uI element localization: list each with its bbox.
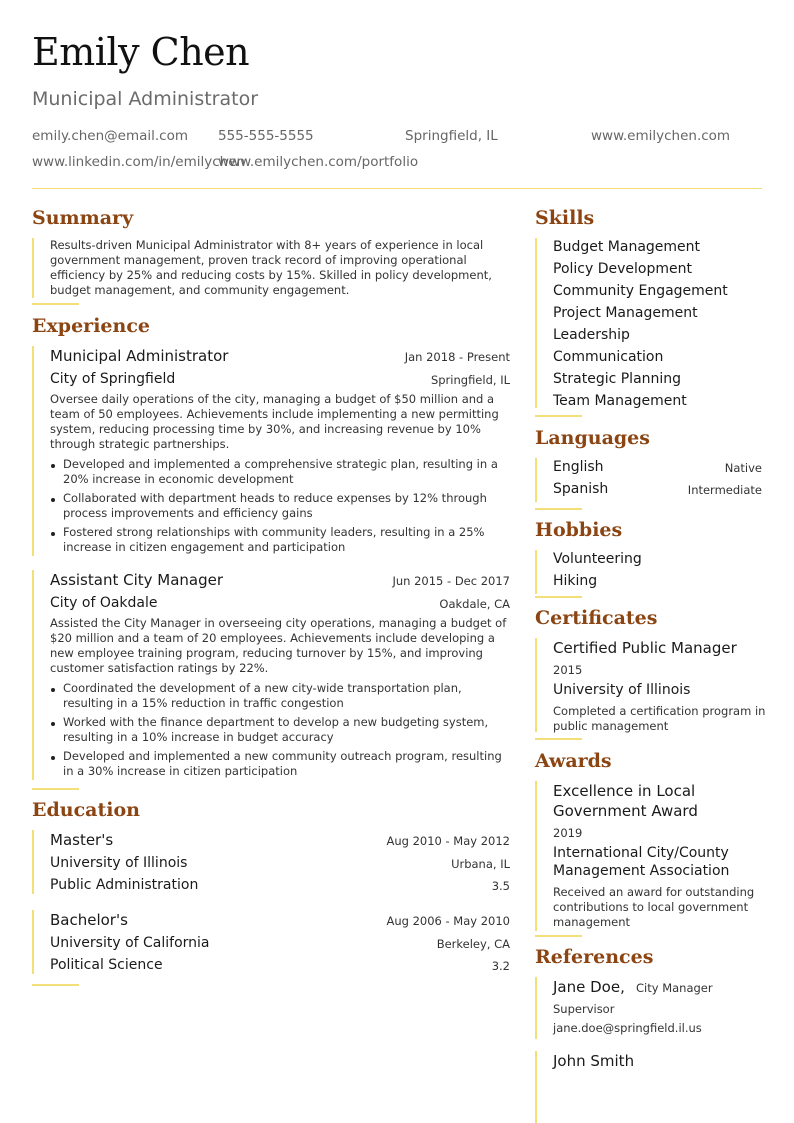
summary-accent-bar: [32, 238, 34, 298]
languages-divider: [535, 508, 582, 510]
award-issuer: International City/County Management Association: [553, 845, 730, 879]
job1-location: Springfield, IL: [430, 373, 510, 387]
job1-bullet-3: Fostered strong relationships with community leaders, resulting in a 25% increase in citizen engagement and participation: [63, 525, 485, 554]
edu1-location: Urbana, IL: [451, 857, 510, 871]
certificate-description: Completed a certification program in public management: [553, 704, 766, 733]
job2-description: Assisted the City Manager in overseeing city operations, managing a budget of $20 million and a team of 20 employees. Achievements include developing a new employee training program, reducing turnover by 15%, and improving customer satisfaction ratings by 22%.: [50, 616, 507, 675]
reference1-relation: Supervisor: [553, 1002, 615, 1016]
language-name: Spanish: [553, 481, 609, 497]
job2-accent-bar: [32, 570, 34, 780]
edu1-field: Public Administration: [50, 877, 199, 893]
summary-divider: [32, 303, 79, 305]
bullet-icon: [51, 532, 55, 536]
job2-role: Assistant City Manager: [50, 571, 224, 589]
education-divider: [32, 984, 79, 986]
edu1-accent-bar: [32, 830, 34, 894]
awards-heading: Awards: [535, 750, 612, 772]
experience-heading: Experience: [32, 315, 150, 337]
languages-accent-bar: [535, 458, 537, 502]
job2-dates: Jun 2015 - Dec 2017: [392, 574, 510, 588]
header-divider: [32, 188, 762, 189]
edu2-degree: Bachelor's: [50, 911, 128, 929]
job2-bullet-3: Developed and implemented a new community outreach program, resulting in a 30% increase in citizen participation: [63, 749, 502, 778]
edu1-dates: Aug 2010 - May 2012: [386, 834, 510, 848]
candidate-title: Municipal Administrator: [32, 88, 259, 110]
contact-phone[interactable]: 555-555-5555: [218, 128, 314, 144]
skills-divider: [535, 415, 582, 417]
skill-item: Leadership: [553, 327, 630, 343]
skill-item: Communication: [553, 349, 664, 365]
reference1-email[interactable]: jane.doe@springfield.il.us: [553, 1021, 702, 1035]
hobbies-accent-bar: [535, 550, 537, 594]
edu1-school: University of Illinois: [50, 855, 188, 871]
language-level: Intermediate: [687, 483, 762, 497]
certificates-divider: [535, 738, 582, 740]
skill-item: Strategic Planning: [553, 371, 682, 387]
bullet-icon: [51, 464, 55, 468]
bullet-icon: [51, 756, 55, 760]
job1-bullet-1: Developed and implemented a comprehensive strategic plan, resulting in a 20% increase in economic development: [63, 457, 498, 486]
experience-divider: [32, 788, 79, 790]
skills-accent-bar: [535, 238, 537, 408]
references-heading: References: [535, 946, 654, 968]
edu2-location: Berkeley, CA: [436, 937, 510, 951]
certificates-heading: Certificates: [535, 607, 658, 629]
job1-accent-bar: [32, 346, 34, 556]
job1-company: City of Springfield: [50, 371, 176, 387]
contact-email[interactable]: emily.chen@email.com: [32, 128, 189, 144]
job2-location: Oakdale, CA: [439, 597, 510, 611]
skill-item: Project Management: [553, 305, 698, 321]
language-name: English: [553, 459, 604, 475]
contact-portfolio[interactable]: www.emilychen.com/portfolio: [218, 154, 419, 170]
award-year: 2019: [553, 826, 583, 840]
job1-dates: Jan 2018 - Present: [404, 350, 510, 364]
certificates-accent-bar: [535, 638, 537, 732]
reference2-accent-bar: [535, 1051, 537, 1123]
job2-company: City of Oakdale: [50, 595, 158, 611]
bullet-icon: [51, 722, 55, 726]
hobby-item: Hiking: [553, 573, 598, 589]
candidate-name: Emily Chen: [32, 30, 250, 74]
edu2-gpa: 3.2: [491, 959, 510, 973]
edu1-gpa: 3.5: [491, 879, 510, 893]
edu2-dates: Aug 2006 - May 2010: [386, 914, 510, 928]
hobby-item: Volunteering: [553, 551, 642, 567]
award-description: Received an award for outstanding contributions to local government management: [553, 885, 755, 929]
reference1-position: City Manager: [636, 981, 713, 995]
awards-divider: [535, 935, 582, 937]
skill-item: Policy Development: [553, 261, 692, 277]
hobbies-heading: Hobbies: [535, 519, 623, 541]
skill-item: Budget Management: [553, 239, 701, 255]
reference2-name: John Smith: [553, 1052, 635, 1070]
bullet-icon: [51, 498, 55, 502]
award-name: Excellence in Local Government Award: [553, 782, 698, 820]
contact-website[interactable]: www.emilychen.com: [591, 128, 731, 144]
job2-bullet-1: Coordinated the development of a new city-wide transportation plan, resulting in a 15% reduction in traffic congestion: [63, 681, 462, 710]
reference1-name: Jane Doe,: [553, 978, 625, 996]
summary-text: Results-driven Municipal Administrator with 8+ years of experience in local government management, proven track record of improving operational efficiency by 25% and reducing costs by 15%. Skilled in policy development, budget management, and community engagement.: [50, 238, 492, 297]
job1-description: Oversee daily operations of the city, managing a budget of $50 million and a team of 50 employees. Achievements include implementing a new permitting system, reducing processing time by 30%, and increasing revenue by 10% through strategic partnerships.: [50, 392, 499, 451]
reference1-accent-bar: [535, 977, 537, 1039]
edu1-degree: Master's: [50, 831, 114, 849]
certificate-name: Certified Public Manager: [553, 639, 737, 657]
awards-accent-bar: [535, 781, 537, 931]
job1-role: Municipal Administrator: [50, 347, 229, 365]
job2-bullet-2: Worked with the finance department to develop a new budgeting system, resulting in a 10% increase in budget accuracy: [63, 715, 489, 744]
edu2-accent-bar: [32, 910, 34, 974]
languages-heading: Languages: [535, 427, 650, 449]
education-heading: Education: [32, 799, 140, 821]
edu2-school: University of California: [50, 935, 210, 951]
language-level: Native: [724, 461, 762, 475]
certificate-issuer: University of Illinois: [553, 682, 691, 698]
edu2-field: Political Science: [50, 957, 163, 973]
job1-bullet-2: Collaborated with department heads to reduce expenses by 12% through process improvements and efficiency gains: [63, 491, 487, 520]
skills-heading: Skills: [535, 207, 595, 229]
skill-item: Team Management: [553, 393, 687, 409]
skill-item: Community Engagement: [553, 283, 728, 299]
certificate-year: 2015: [553, 663, 583, 677]
contact-location: Springfield, IL: [405, 128, 498, 144]
bullet-icon: [51, 688, 55, 692]
hobbies-divider: [535, 596, 582, 598]
summary-heading: Summary: [32, 207, 134, 229]
contact-linkedin[interactable]: www.linkedin.com/in/emilychen: [32, 154, 246, 170]
